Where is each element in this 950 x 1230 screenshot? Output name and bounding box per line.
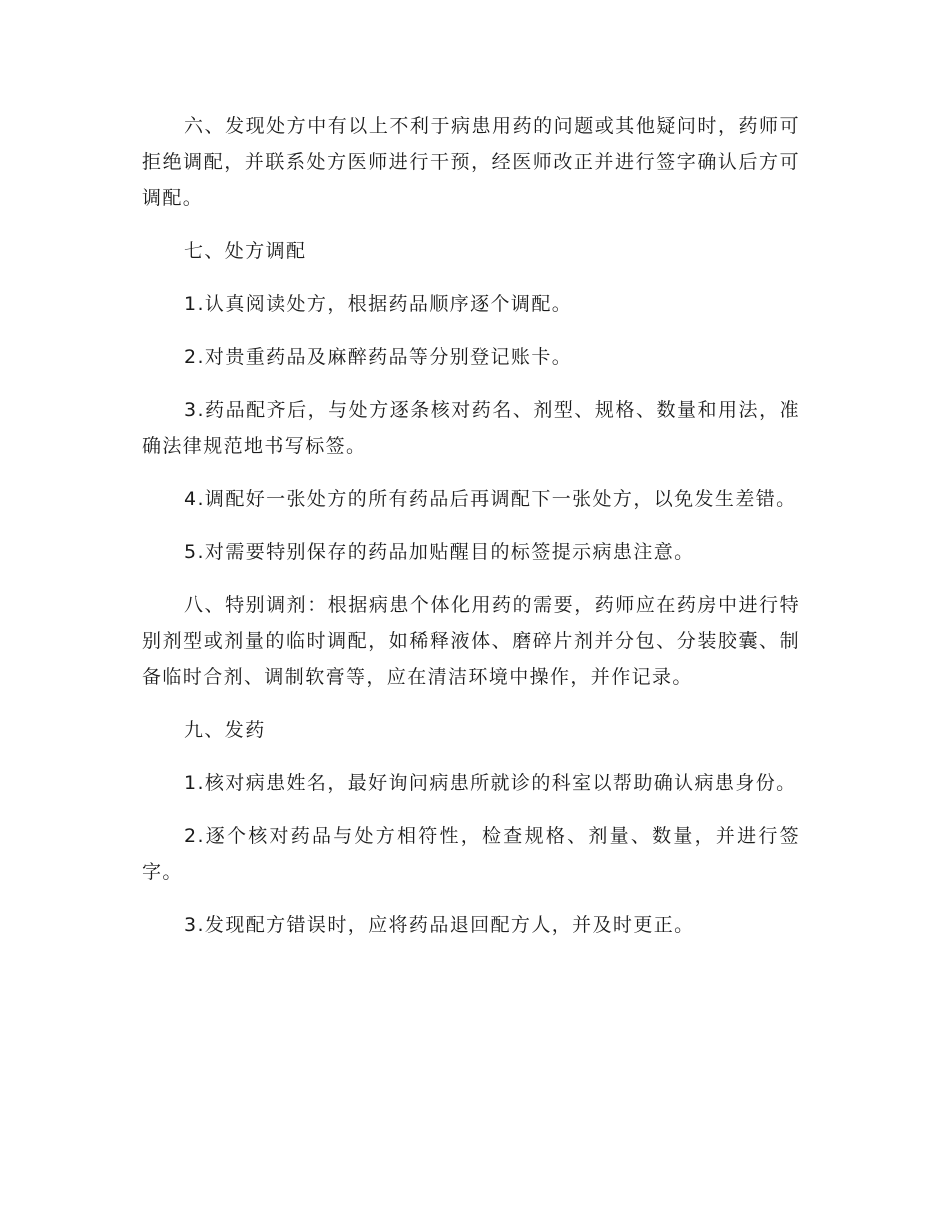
list-item-7-3: 3.药品配齐后，与处方逐条核对药名、剂型、规格、数量和用法，准确法律规范地书写标签。: [142, 399, 800, 457]
list-item-9-3: 3.发现配方错误时，应将药品退回配方人，并及时更正。: [184, 914, 695, 936]
section-heading-nine: 九、发药: [184, 719, 266, 741]
list-item-7-2: 2.对贵重药品及麻醉药品等分别登记账卡。: [184, 346, 573, 368]
list-item-7-1: 1.认真阅读处方，根据药品顺序逐个调配。: [184, 293, 573, 315]
paragraph-section-eight: 八、特别调剂：根据病患个体化用药的需要，药师应在药房中进行特别剂型或剂量的临时调配，如稀释液体、磨碎片剂并分包、分装胶囊、制备临时合剂、调制软膏等，应在清洁环境中操作，并作记录。: [142, 594, 800, 688]
list-item-9-1: 1.核对病患姓名，最好询问病患所就诊的科室以帮助确认病患身份。: [184, 772, 797, 794]
list-item-7-5: 5.对需要特别保存的药品加贴醒目的标签提示病患注意。: [184, 541, 695, 563]
paragraph-section-six: 六、发现处方中有以上不利于病患用药的问题或其他疑问时，药师可拒绝调配，并联系处方医师进行干预，经医师改正并进行签字确认后方可调配。: [142, 115, 800, 209]
section-heading-seven: 七、处方调配: [184, 240, 307, 262]
list-item-7-4: 4.调配好一张处方的所有药品后再调配下一张处方，以免发生差错。: [184, 488, 797, 510]
list-item-9-2: 2.逐个核对药品与处方相符性，检查规格、剂量、数量，并进行签字。: [142, 825, 800, 883]
